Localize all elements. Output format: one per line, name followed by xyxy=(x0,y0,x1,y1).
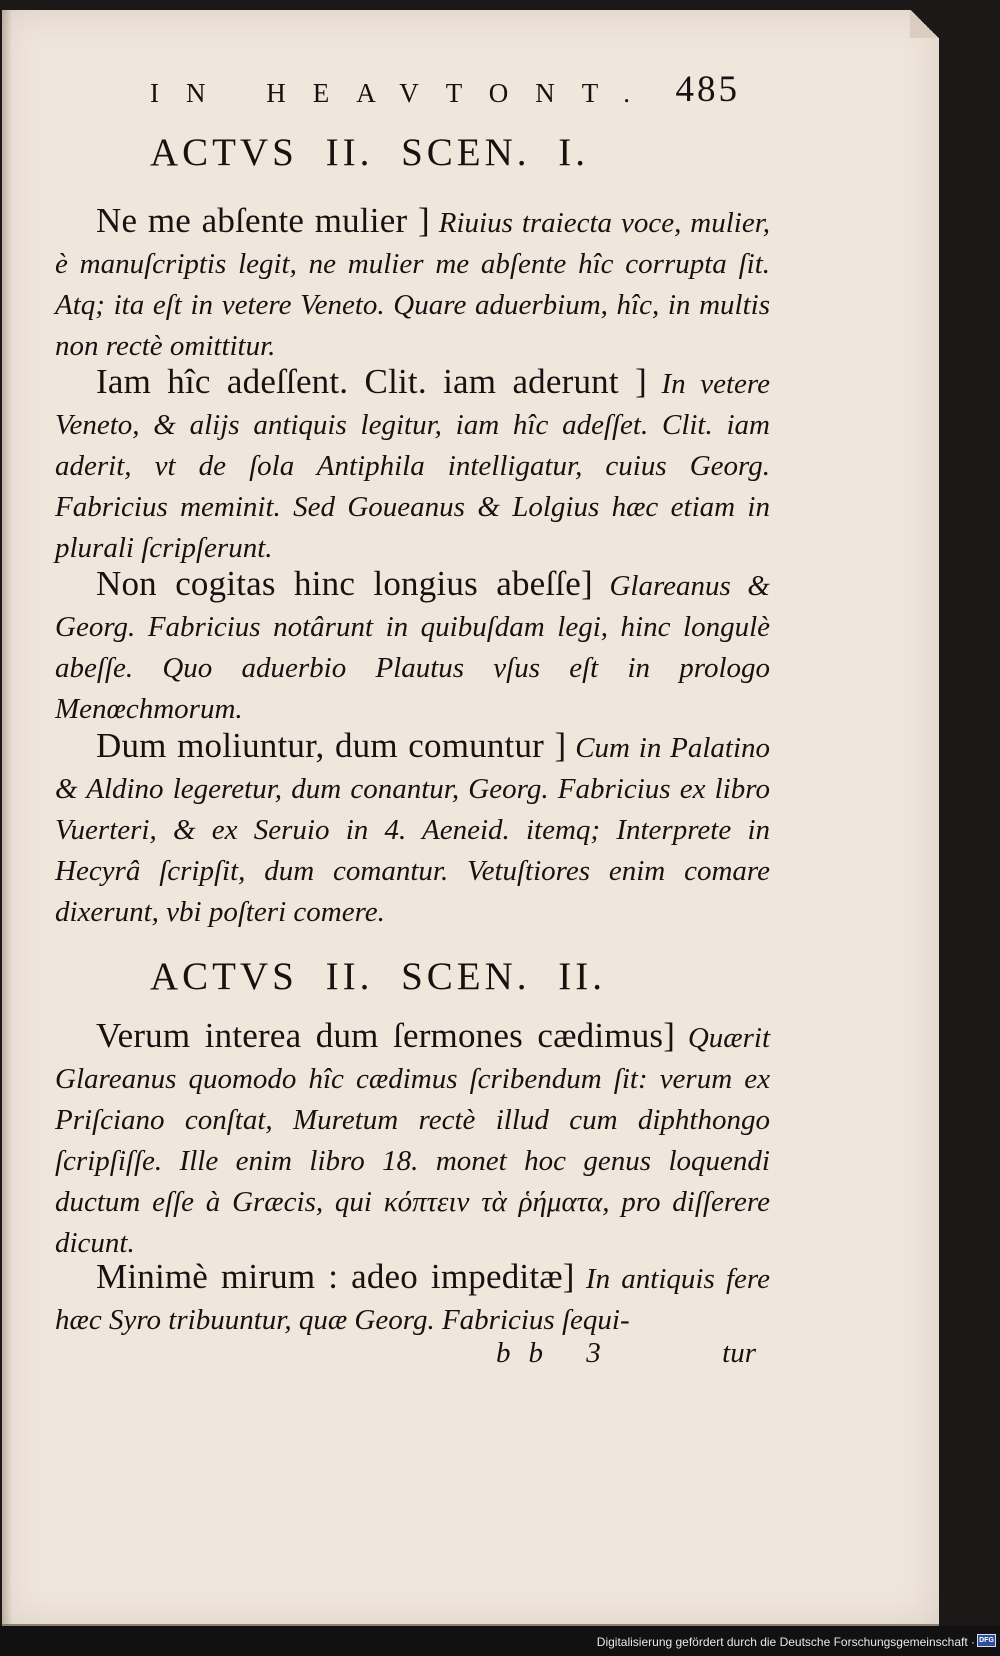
act-heading-scene-one: ACTVS II. SCEN. I. xyxy=(150,131,590,174)
printer-signature: bb 3 xyxy=(496,1337,619,1369)
act-heading-scene-two: ACTVS II. SCEN. II. xyxy=(150,955,606,998)
commentary-text: Riuius traiecta voce, mulier, è manuſcriptis legit, ne mulier me abſente hîc corrupta ſit. Atq; ita eſt in vetere Veneto. Quare aduerbium, hîc, in multis non rectè omittitur. xyxy=(55,207,771,362)
commentary-note xyxy=(55,361,770,569)
catchword: tur xyxy=(722,1337,756,1369)
page-number: 485 xyxy=(675,69,740,110)
page-footer-line xyxy=(496,1337,766,1381)
digitization-footer xyxy=(0,1626,1000,1656)
dfg-logo-icon: DFG xyxy=(977,1634,996,1647)
lemma: Non cogitas hinc longius abeſſe] xyxy=(96,564,593,603)
commentary-note xyxy=(55,1256,770,1341)
commentary-text: Cum in Palatino & Aldino legeretur, dum conantur, Georg. Fabricius ex libro Vuerteri, & ex Seruio in 4. Aeneid. itemq; Interprete in Hecyrâ ſcripſit, dum comantur. Vetuſtiores enim comare dixerunt, vbi poſteri comere. xyxy=(55,732,771,928)
lemma: Verum interea dum ſermones cædimus] xyxy=(96,1016,676,1055)
folded-page-corner xyxy=(910,10,939,38)
commentary-note xyxy=(55,1015,770,1264)
lemma: Ne me abſente mulier ] xyxy=(96,201,430,240)
funding-credit: Digitalisierung gefördert durch die Deutsche Forschungsgemeinschaft · xyxy=(596,1635,975,1649)
running-title: IN HEAVTONT. xyxy=(150,78,657,108)
page-gutter-shadow xyxy=(2,10,12,1626)
commentary-text: Quærit Glareanus quomodo hîc cædimus ſcribendum ſit: verum ex Priſciano conſtat, Muretum rectè illud cum diphthongo ſcripſiſſe. Ille enim libro 18. monet hoc genus loquendi ductum eſſe à Græcis, qui κόπτειν τὰ ῥήματα, pro diſſerere dicunt. xyxy=(55,1022,770,1259)
commentary-text: In antiquis fere hæc Syro tribuuntur, quæ Georg. Fabricius ſequi- xyxy=(55,1263,771,1336)
commentary-note xyxy=(55,725,770,933)
lemma: Minimè mirum : adeo impeditæ] xyxy=(96,1257,575,1296)
running-head xyxy=(150,70,750,118)
commentary-note xyxy=(55,200,770,367)
lemma: Dum moliuntur, dum comuntur ] xyxy=(96,726,567,765)
lemma: Iam hîc adeſſent. Clit. iam aderunt ] xyxy=(96,362,647,401)
commentary-text: In vetere Veneto, & alijs antiquis legitur, iam hîc adeſſet. Clit. iam aderit, vt de ſola Antiphila intelligatur, cuius Georg. Fabricius meminit. Sed Goueanus & Lolgius hæc etiam in plurali ſcripſerunt. xyxy=(55,368,770,564)
commentary-note xyxy=(55,563,770,730)
commentary-text: Glareanus & Georg. Fabricius notârunt in quibuſdam legi, hinc longulè abeſſe. Quo aduerbio Plautus vſus eſt in prologo Menœchmorum. xyxy=(55,570,770,725)
